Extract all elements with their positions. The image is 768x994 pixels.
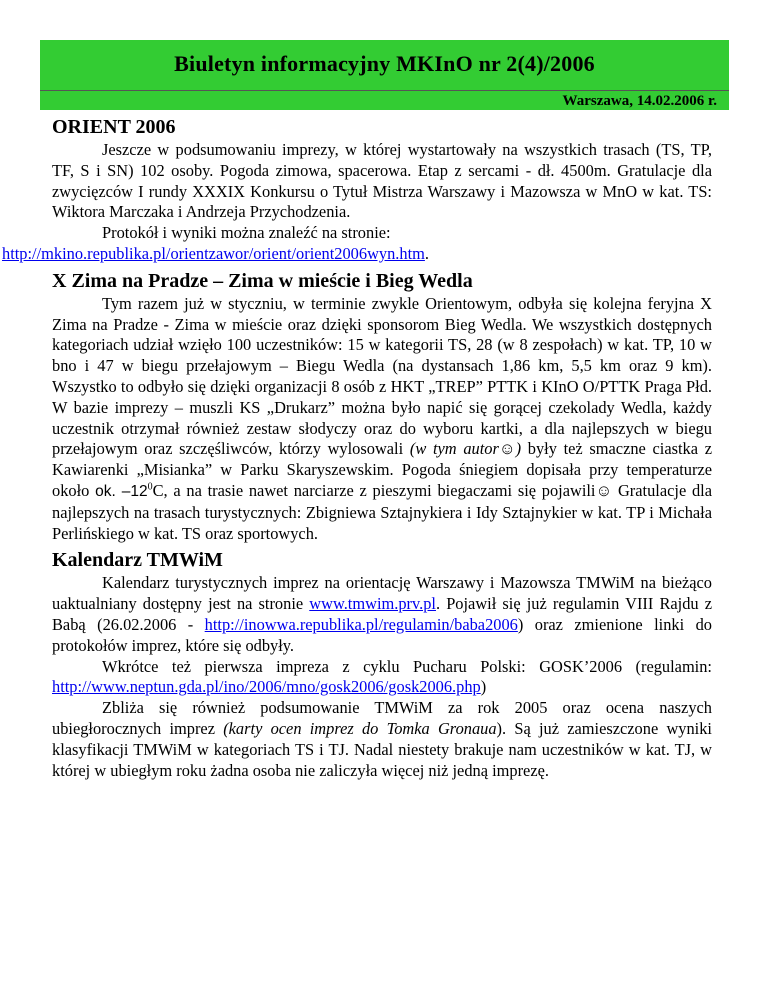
kalendarz-paragraph-2 <box>52 657 712 699</box>
header-divider <box>40 90 729 91</box>
zima-text-3: C, a na trasie nawet narciarze z pieszymi biegaczami się pojawili☺ Gratulacje dla najlepszych na trasach turystycznych: Zbigniewa Sztajnykiera i Idy Sztajnykier w kat. TP i Michała Perlińskiego w kat. TS oraz sportowych. <box>52 480 712 543</box>
section-kalendarz <box>52 548 712 781</box>
kalendarz-text-7: ). Są już zamieszczone wyniki klasyfikacji TMWiM w kategoriach TS i TJ. Nadal niestety brakuje nam uczestników w kat. TJ, w której w ubiegłym roku żadna osoba nie zaliczyła więcej niż jedną imprezę. <box>52 718 712 780</box>
kalendarz-paragraph-1 <box>52 573 712 656</box>
orient-results-label: Protokół i wyniki można znaleźć na stronie: <box>102 223 391 243</box>
section-orient <box>2 115 712 265</box>
zima-author-note: (w tym autor☺) <box>409 439 522 459</box>
header-banner <box>40 40 729 110</box>
section-heading-zima: X Zima na Pradze – Zima w mieście i Bieg Wedla <box>52 269 473 292</box>
zima-text-1: Tym razem już w styczniu, w terminie zwykle Orientowym, odbyła się kolejna feryjna X Zima na Pradze - Zima w mieście oraz dzięki sponsorom Bieg Wedla. We wszystkich dostępnych kategoriach udział wzięło 100 uczestników: 15 w kategorii TS, 28 (w 8 zespołach) w kat. TP, 10 w bno i 47 w biegu przełajowym – Biegu Wedla (na dystansach 1,86 km, 5,5 km oraz 9 km). Wszystko to odbyło się dzięki organizacji 8 osób z HKT „TREP” PTTK i KInO O/PTTK Praga Płd. W bazie imprezy – muszli KS „Drukarz” można było napić się gorącej czekolady Wedla, każdy uczestnik otrzymał również zestaw słodyczy oraz do wyboru kartki, a dla najlepszych w biegu przełajowym oraz szczęśliwców, którzy wylosowali <box>52 293 712 459</box>
section-zima <box>52 269 712 545</box>
article-body <box>2 115 713 781</box>
orient-results-link[interactable]: http://mkino.republika.pl/orientzawor/orient/orient2006wyn.htm <box>2 243 425 263</box>
baba-regulamin-link[interactable]: http://inowwa.republika.pl/regulamin/baba2006 <box>204 614 518 634</box>
bulletin-title: Biuletyn informacyjny MKInO nr 2(4)/2006 <box>174 51 595 76</box>
zima-text-2: były też smaczne ciastka z Kawiarenki „Misianka” w Parku Skaryszewskim. Pogoda śniegiem dopisała przy temperaturze około <box>52 439 713 500</box>
zima-paragraph <box>52 294 712 545</box>
orient-paragraph-1: Jeszcze w podsumowaniu imprezy, w której wystartowały na wszystkich trasach (TS, TP, TF, S i SN) 102 osoby. Pogoda zimowa, spacerowa. Etap z sercami - dł. 4500m. Gratulacje dla zwycięzców I rundy XXXIX Konkursu o Tytuł Mistrza Warszawy i Mazowsza w MnO w kat. TS: Wiktora Marczaka i Andrzeja Przychodzenia. <box>52 140 712 222</box>
section-heading-kalendarz: Kalendarz TMWiM <box>52 549 223 572</box>
tmwim-link[interactable]: www.tmwim.prv.pl <box>309 594 436 614</box>
zima-temperature: ok. –12 <box>95 482 148 500</box>
gosk-regulamin-link[interactable]: http://www.neptun.gda.pl/ino/2006/mno/gosk2006/gosk2006.php <box>52 677 481 697</box>
section-heading-orient: ORIENT 2006 <box>52 116 176 138</box>
kalendarz-text-4: Wkrótce też pierwsza impreza z cyklu Pucharu Polski: GOSK’2006 (regulamin: <box>102 656 712 676</box>
kalendarz-text-3: ) oraz zmienione linki do protokołów imprez, które się odbyły. <box>52 614 712 655</box>
zima-degree-sup: 0 <box>147 481 153 493</box>
kalendarz-text-5: ) <box>480 677 487 697</box>
kalendarz-text-2: . Pojawił się już regulamin VIII Rajdu z Babą (26.02.2006 - <box>52 594 712 634</box>
kalendarz-text-6: Zbliża się również podsumowanie TMWiM za rok 2005 oraz ocena naszych ubiegłorocznych imprez <box>52 698 712 738</box>
orient-paragraph-2 <box>2 223 712 265</box>
kalendarz-paragraph-3 <box>52 698 712 781</box>
kalendarz-text-1: Kalendarz turystycznych imprez na orientację Warszawy i Mazowsza TMWiM na bieżąco uaktualniany dostępny jest na stronie <box>52 573 712 614</box>
kalendarz-italic-note: (karty ocen imprez do Tomka Gronaua <box>223 718 497 738</box>
orient-link-period: . <box>424 243 430 263</box>
issue-date: Warszawa, 14.02.2006 r. <box>562 93 717 109</box>
